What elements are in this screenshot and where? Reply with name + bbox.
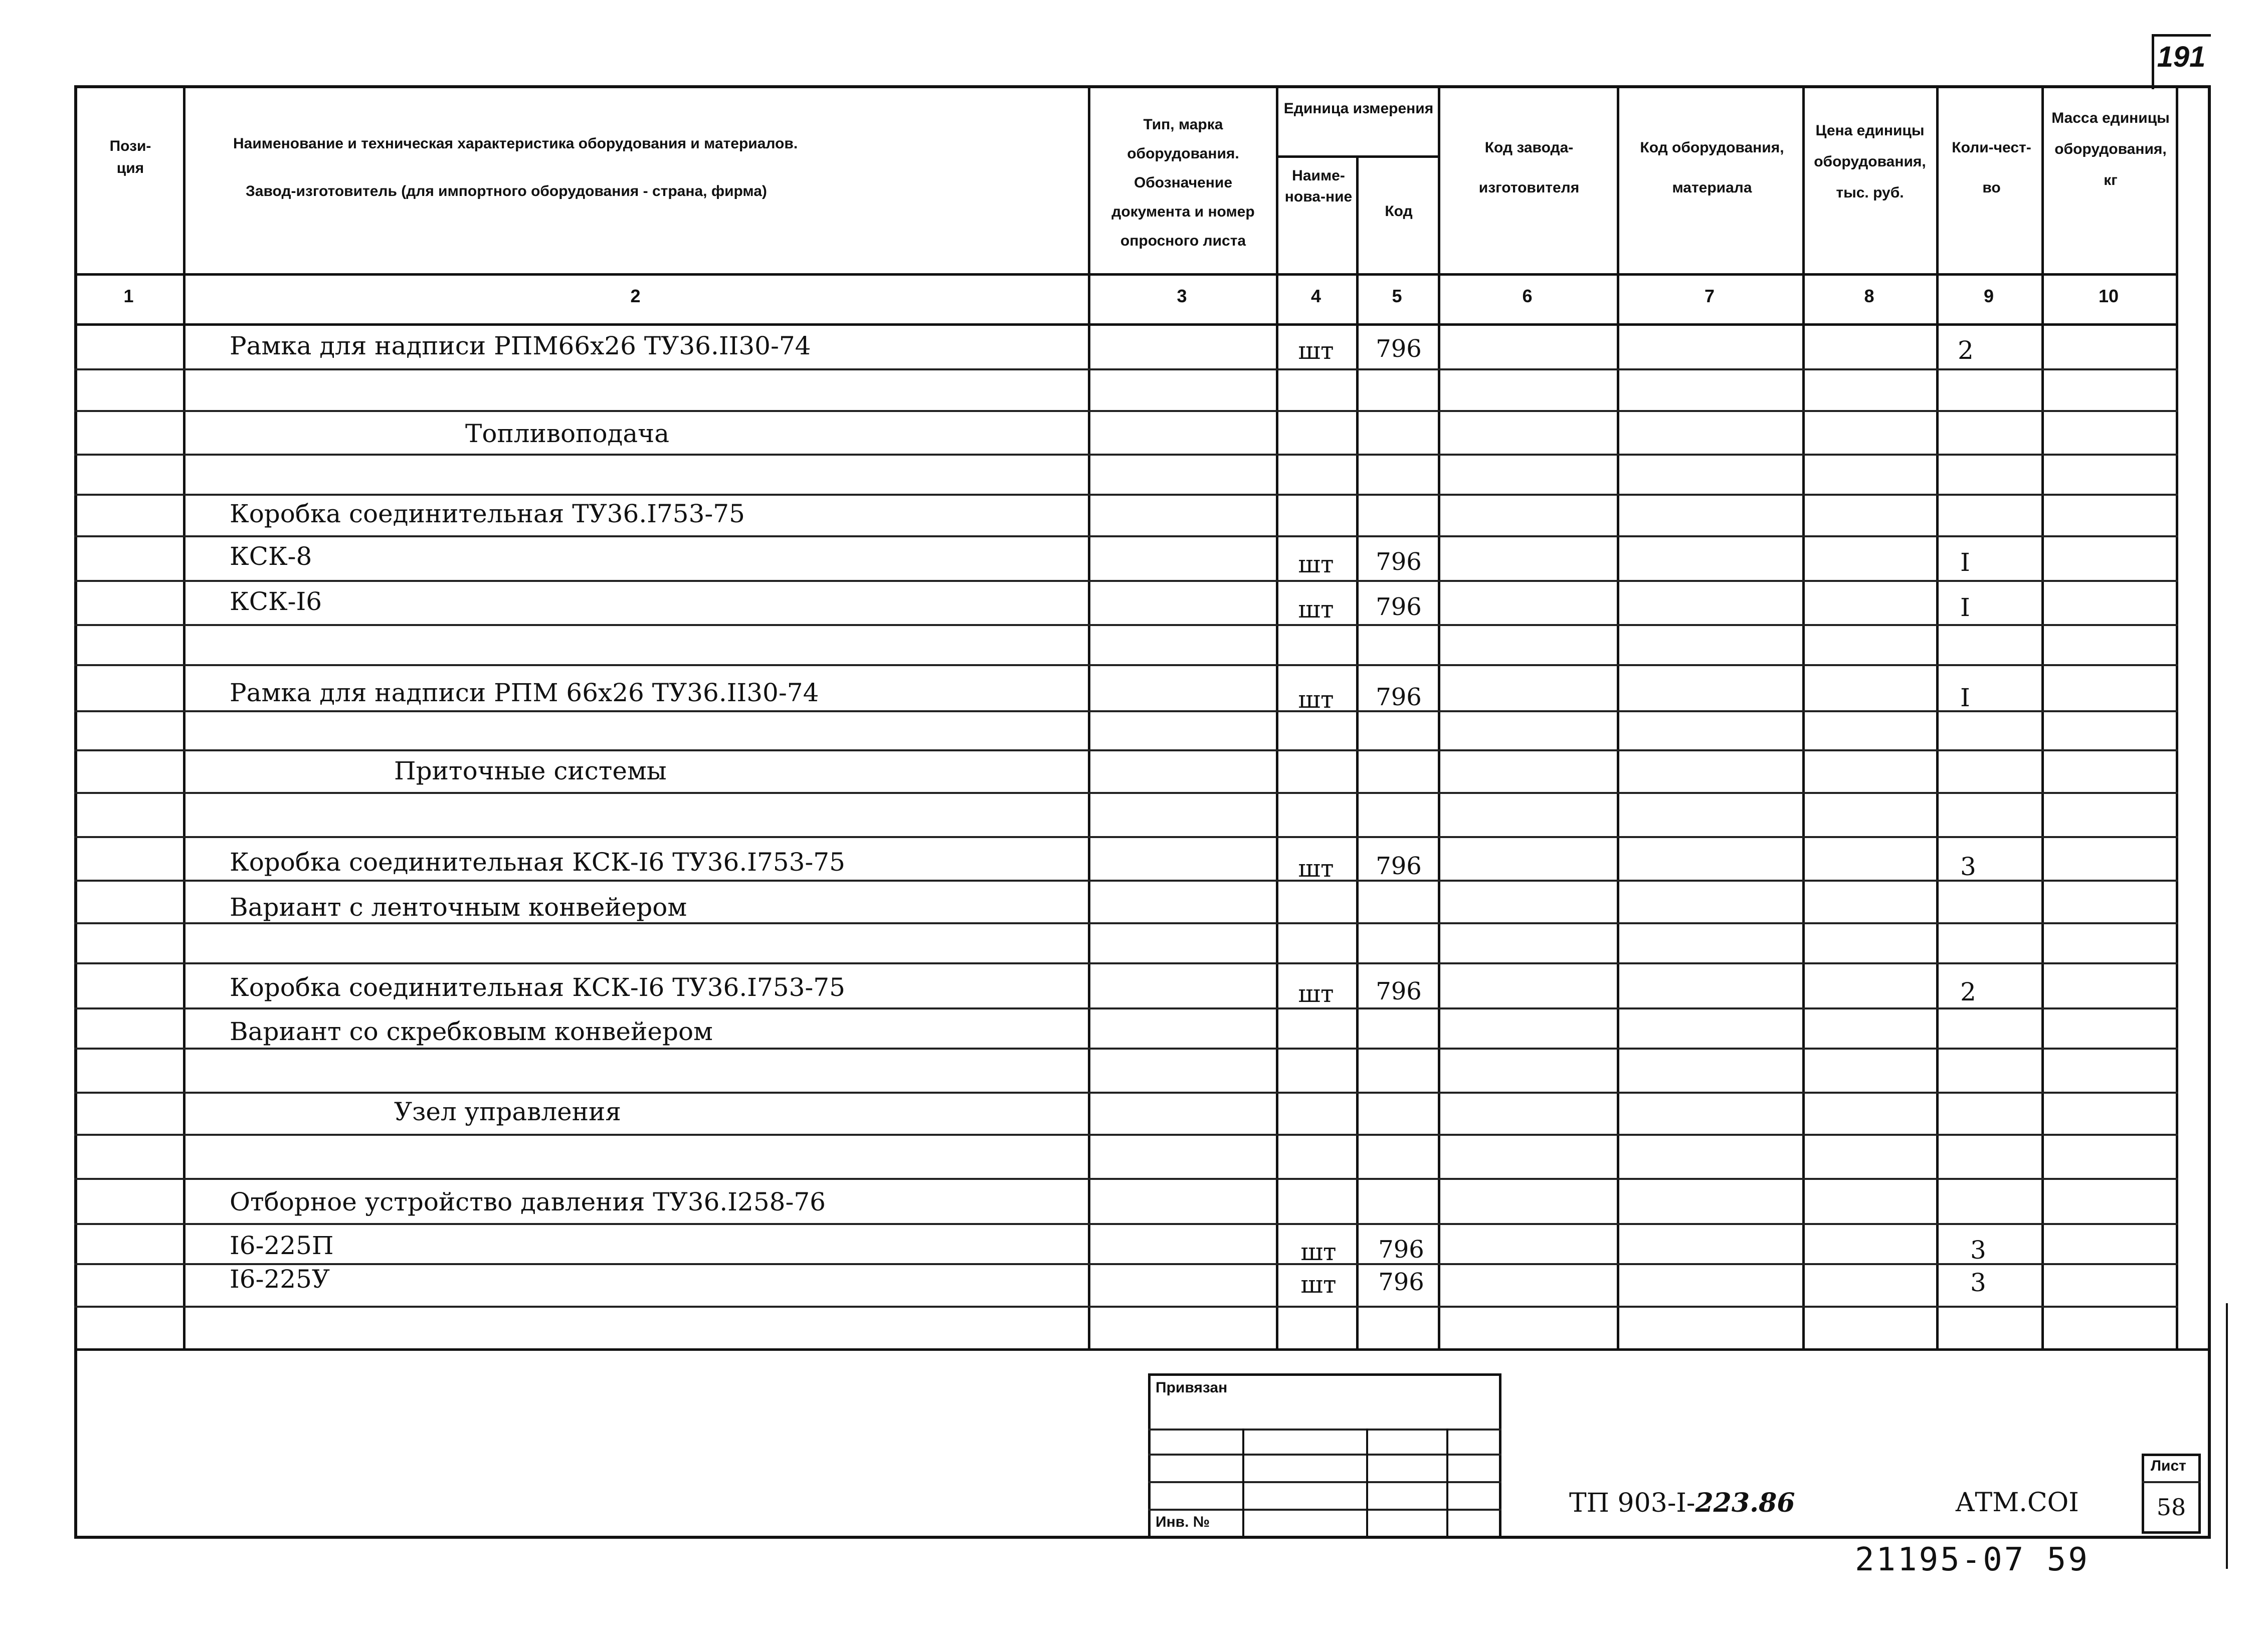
header-price: Цена единицы оборудования, тыс. руб. [1814, 122, 1926, 201]
item-name: Коробка соединительная КСК-I6 ТУ36.I753-75 [230, 848, 845, 877]
item-name: Вариант со скребковым конвейером [230, 1017, 713, 1046]
item-quantity: 3 [1970, 1236, 1986, 1265]
column-number: 3 [1177, 286, 1187, 306]
item-unit: шт [1298, 686, 1334, 714]
row-line [74, 664, 2178, 666]
column-number: 7 [1704, 286, 1715, 306]
row-line [74, 368, 2178, 370]
header-name-line1: Наименование и техническая характеристика оборудования и материалов. [233, 135, 798, 152]
item-unit: шт [1298, 855, 1334, 883]
item-unit-code: 796 [1378, 1268, 1424, 1296]
section-title: Приточные системы [394, 756, 667, 785]
colnum-bottom-line [74, 323, 2178, 326]
sheet-number: 58 [2156, 1494, 2186, 1521]
row-line [74, 1007, 2178, 1009]
table-bottom-line [74, 1348, 2211, 1351]
item-unit: шт [1298, 595, 1334, 624]
item-quantity: I [1960, 593, 1970, 622]
document-code: ТП 903-I-223.86 [1569, 1488, 1795, 1518]
item-unit: шт [1298, 550, 1334, 578]
document-mark: АТМ.СОI [1955, 1488, 2079, 1518]
stamp-line [1148, 1454, 1501, 1456]
header-type: Тип, марка оборудования. Обозначение документа и номер опросного листа [1111, 116, 1255, 249]
column-number: 6 [1522, 286, 1533, 306]
header-bottom-line [74, 273, 2178, 276]
item-unit: шт [1300, 1238, 1337, 1266]
row-line [74, 1134, 2178, 1136]
item-quantity: 3 [1970, 1268, 1986, 1297]
item-quantity: 2 [1958, 336, 1974, 365]
stamp-line [1148, 1481, 1501, 1483]
item-unit-code: 796 [1376, 335, 1422, 363]
row-line [74, 836, 2178, 838]
item-unit: шт [1300, 1271, 1337, 1299]
archive-number: 21195-07 59 [1855, 1541, 2090, 1578]
item-unit: шт [1298, 980, 1334, 1008]
item-name: Рамка для надписи РПМ 66х26 ТУ36.II30-74 [230, 678, 819, 707]
header-position: Пози- ция [109, 138, 151, 176]
row-line [74, 1048, 2178, 1050]
row-line [74, 1263, 2178, 1265]
column-number: 10 [2098, 286, 2119, 306]
header-factory-code: Код завода-изготовителя [1478, 139, 1580, 196]
row-line [74, 535, 2178, 537]
item-unit: шт [1298, 337, 1334, 365]
unit-header-divider [1276, 155, 1440, 158]
item-quantity: I [1960, 683, 1970, 712]
row-line [74, 710, 2178, 712]
item-name: I6-225П [230, 1231, 334, 1260]
section-title: Топливоподача [465, 419, 670, 448]
row-line [74, 410, 2178, 412]
item-quantity: 3 [1960, 852, 1976, 881]
page-number: 191 [2157, 41, 2206, 73]
column-number: 5 [1392, 286, 1402, 306]
item-name: Отборное устройство давления ТУ36.I258-76 [230, 1187, 826, 1216]
item-name: Вариант с ленточным конвейером [230, 893, 687, 922]
header-unit: Единица измерения [1283, 100, 1434, 117]
section-title: Узел управления [394, 1097, 621, 1126]
column-number: 8 [1864, 286, 1874, 306]
header-name-line2: Завод-изготовитель (для импортного оборудования - страна, фирма) [246, 183, 767, 199]
stamp-divider [1446, 1429, 1448, 1539]
item-name: Коробка соединительная КСК-I6 ТУ36.I753-75 [230, 973, 845, 1002]
stamp-line [1148, 1509, 1501, 1511]
item-name: I6-225У [230, 1265, 330, 1294]
sheet-label: Лист [2151, 1458, 2186, 1474]
item-unit-code: 796 [1376, 683, 1422, 711]
stamp-line [1148, 1429, 1501, 1431]
item-unit-code: 796 [1376, 852, 1422, 880]
header-unit-name: Наиме-нова-ние [1284, 167, 1353, 205]
header-equipment-code: Код оборудования, материала [1640, 139, 1784, 196]
column-number: 4 [1310, 286, 1321, 306]
item-quantity: I [1960, 548, 1970, 577]
row-line [74, 749, 2178, 751]
sheet-box-line [2142, 1481, 2201, 1483]
stamp-inv-label: Инв. № [1156, 1514, 1210, 1530]
row-line [74, 454, 2178, 456]
margin-mark [2226, 1303, 2228, 1569]
row-line [74, 922, 2178, 924]
row-line [74, 1306, 2178, 1308]
row-line [74, 1223, 2178, 1225]
column-number: 1 [123, 286, 134, 306]
header-unit-code: Код [1385, 203, 1413, 220]
item-quantity: 2 [1960, 977, 1976, 1006]
item-name: КСК-8 [230, 542, 312, 571]
row-line [74, 1092, 2178, 1094]
item-unit-code: 796 [1376, 977, 1422, 1005]
column-number: 2 [630, 286, 641, 306]
row-line [74, 880, 2178, 882]
item-unit-code: 796 [1376, 593, 1422, 621]
item-name: КСК-I6 [230, 587, 322, 616]
item-unit-code: 796 [1376, 548, 1422, 576]
stamp-divider [1366, 1429, 1368, 1539]
item-unit-code: 796 [1378, 1236, 1424, 1264]
row-line [74, 962, 2178, 964]
row-line [74, 792, 2178, 794]
column-number: 9 [1983, 286, 1994, 306]
header-quantity: Коли-чест-во [1952, 139, 2031, 196]
item-name: Рамка для надписи РПМ66х26 ТУ36.II30-74 [230, 331, 811, 360]
row-line [74, 494, 2178, 496]
stamp-divider [1242, 1429, 1244, 1539]
row-line [74, 580, 2178, 582]
stamp-privyazan-label: Привязан [1156, 1379, 1228, 1396]
item-name: Коробка соединительная ТУ36.I753-75 [230, 499, 745, 528]
row-line [74, 624, 2178, 626]
row-line [74, 1178, 2178, 1180]
header-mass: Масса единицы оборудования, кг [2051, 110, 2170, 188]
